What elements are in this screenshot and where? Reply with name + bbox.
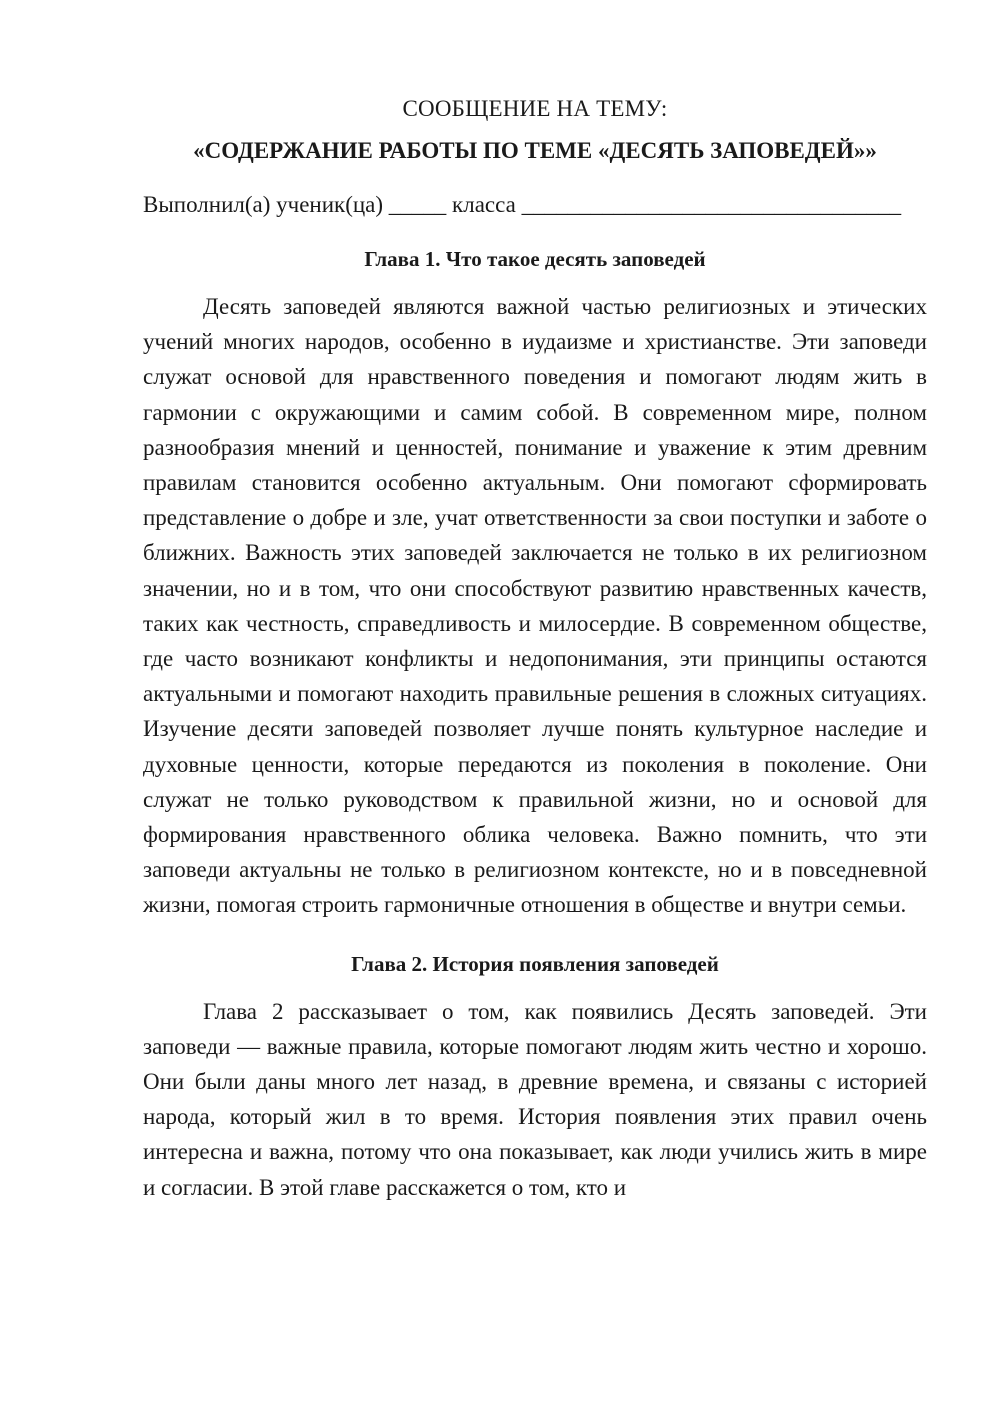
- chapter-1-heading: Глава 1. Что такое десять заповедей: [364, 247, 706, 271]
- document-subtitle: «СОДЕРЖАНИЕ РАБОТЫ ПО ТЕМЕ «ДЕСЯТЬ ЗАПОВЕДЕЙ»»: [193, 138, 877, 163]
- performer-line: Выполнил(а) ученик(ца) _____ класса _________________________________: [143, 192, 902, 217]
- document-page: [143, 92, 927, 1205]
- chapter-2-heading: Глава 2. История появления заповедей: [351, 951, 719, 976]
- chapter-1-text: Десять заповедей являются важной частью религиозных и этических учений многих народов, особенно в иудаизме и христианстве. Эти заповеди служат основой для нравственного поведения и помогают людям жить в гармонии с окружающими и самим собой. В современном мире, полном разнообразия мнений и ценностей, понимание и уважение к этим древним правилам становится особенно актуальным. Они помогают сформировать представление о добре и зле, учат ответственности за свои поступки и заботе о ближних. Важность этих заповедей заключается не только в их религиозном значении, но и в том, что они способствуют развитию нравственных качеств, таких как честность, справедливость и милосердие. В современном обществе, где часто возникают конфликты и недопонимания, эти принципы остаются актуальными и помогают находить правильные решения в сложных ситуациях. Изучение десяти заповедей позволяет лучше понять культурное наследие и духовные ценности, которые передаются из поколения в поколение. Они служат не только руководством к правильной жизни, но и основой для формирования нравственного облика человека. Важно помнить, что эти заповеди актуальны не только в религиозном контексте, но и в повседневной жизни, помогая строить гармоничные отношения в обществе и внутри семьи.: [143, 294, 927, 918]
- document-title: СООБЩЕНИЕ НА ТЕМУ:: [402, 96, 668, 121]
- chapter-2-text: Глава 2 рассказывает о том, как появились Десять заповедей. Эти заповеди — важные правила, которые помогают людям жить честно и хорошо. Они были даны много лет назад, в древние времена, и связаны с историей народа, который жил в то время. История появления этих правил очень интересна и важна, потому что она показывает, как люди учились жить в мире и согласии. В этой главе расскажется о том, кто и: [143, 998, 927, 1200]
